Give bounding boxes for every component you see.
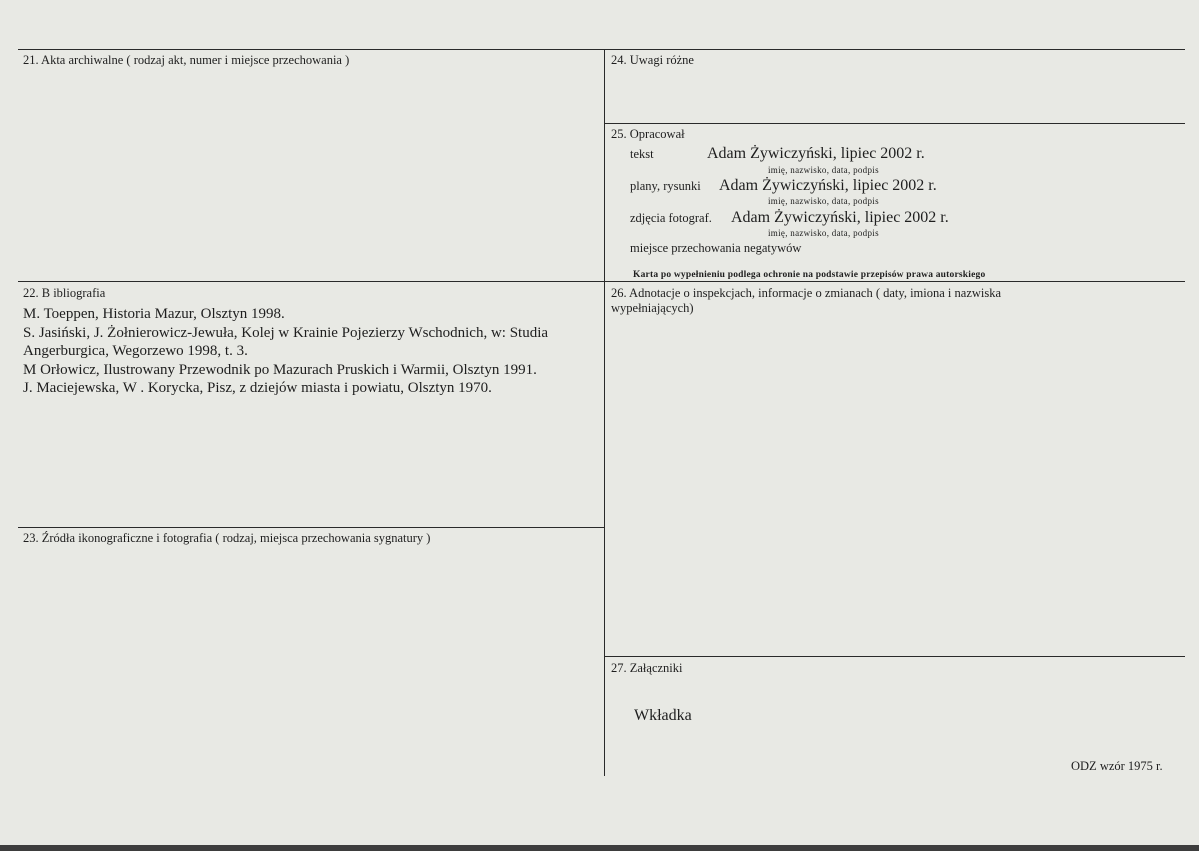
copyright-note: Karta po wypełnieniu podlega ochronie na podstawie przepisów prawa autorskiego <box>633 270 986 280</box>
scan-edge <box>0 845 1199 851</box>
bibliography-list <box>23 305 593 398</box>
field-24-label: 24. Uwagi różne <box>611 53 694 67</box>
author-photos-key: zdjęcia fotograf. <box>630 211 712 225</box>
field-23-label: 23. Źródła ikonograficzne i fotografia ( rodzaj, miejsca przechowania sygnatury ) <box>23 531 431 545</box>
negatives-location-label: miejsce przechowania negatywów <box>630 241 802 255</box>
author-plans-hint: imię, nazwisko, data, podpis <box>768 196 879 206</box>
attachment-value: Wkładka <box>634 707 692 724</box>
field-27-label: 27. Załączniki <box>611 661 683 675</box>
author-plans-key: plany, rysunki <box>630 179 701 193</box>
bibliography-entry: J. Maciejewska, W . Korycka, Pisz, z dziejów miasta i powiatu, Olsztyn 1970. <box>23 380 492 396</box>
divider-25-26 <box>604 281 1185 282</box>
author-text-key: tekst <box>630 147 654 161</box>
divider-22-23 <box>18 527 604 528</box>
bibliography-entry: M. Toeppen, Historia Mazur, Olsztyn 1998. <box>23 306 285 322</box>
center-divider <box>604 49 605 776</box>
bibliography-entry: M Orłowicz, Ilustrowany Przewodnik po Mazurach Pruskich i Warmii, Olsztyn 1991. <box>23 361 537 378</box>
author-photos-value: Adam Żywiczyński, lipiec 2002 r. <box>731 209 949 226</box>
divider-26-27 <box>604 656 1185 657</box>
divider-21-22 <box>18 281 604 282</box>
author-plans-value: Adam Żywiczyński, lipiec 2002 r. <box>719 177 937 194</box>
author-photos-hint: imię, nazwisko, data, podpis <box>768 228 879 238</box>
author-text-hint: imię, nazwisko, data, podpis <box>768 165 879 175</box>
divider-24-25 <box>604 123 1185 124</box>
top-border <box>18 49 1185 50</box>
author-text-value: Adam Żywiczyński, lipiec 2002 r. <box>707 145 925 162</box>
field-26-label: 26. Adnotacje o inspekcjach, informacje o zmianach ( daty, imiona i nazwiska <box>611 286 1002 300</box>
field-25-label: 25. Opracował <box>611 127 685 141</box>
field-22-label: 22. B ibliografia <box>23 286 106 300</box>
field-26-label-cont: wypełniających) <box>611 301 694 315</box>
field-21-label: 21. Akta archiwalne ( rodzaj akt, numer i miejsce przechowania ) <box>23 53 350 67</box>
form-version: ODZ wzór 1975 r. <box>1071 759 1163 773</box>
bibliography-entry: S. Jasiński, J. Żołnierowicz-Jewuła, Kolej w Krainie Pojezierzy Wschodnich, w: Studia Angerburgica, Wegorzewo 1998, t. 3. <box>23 324 549 359</box>
